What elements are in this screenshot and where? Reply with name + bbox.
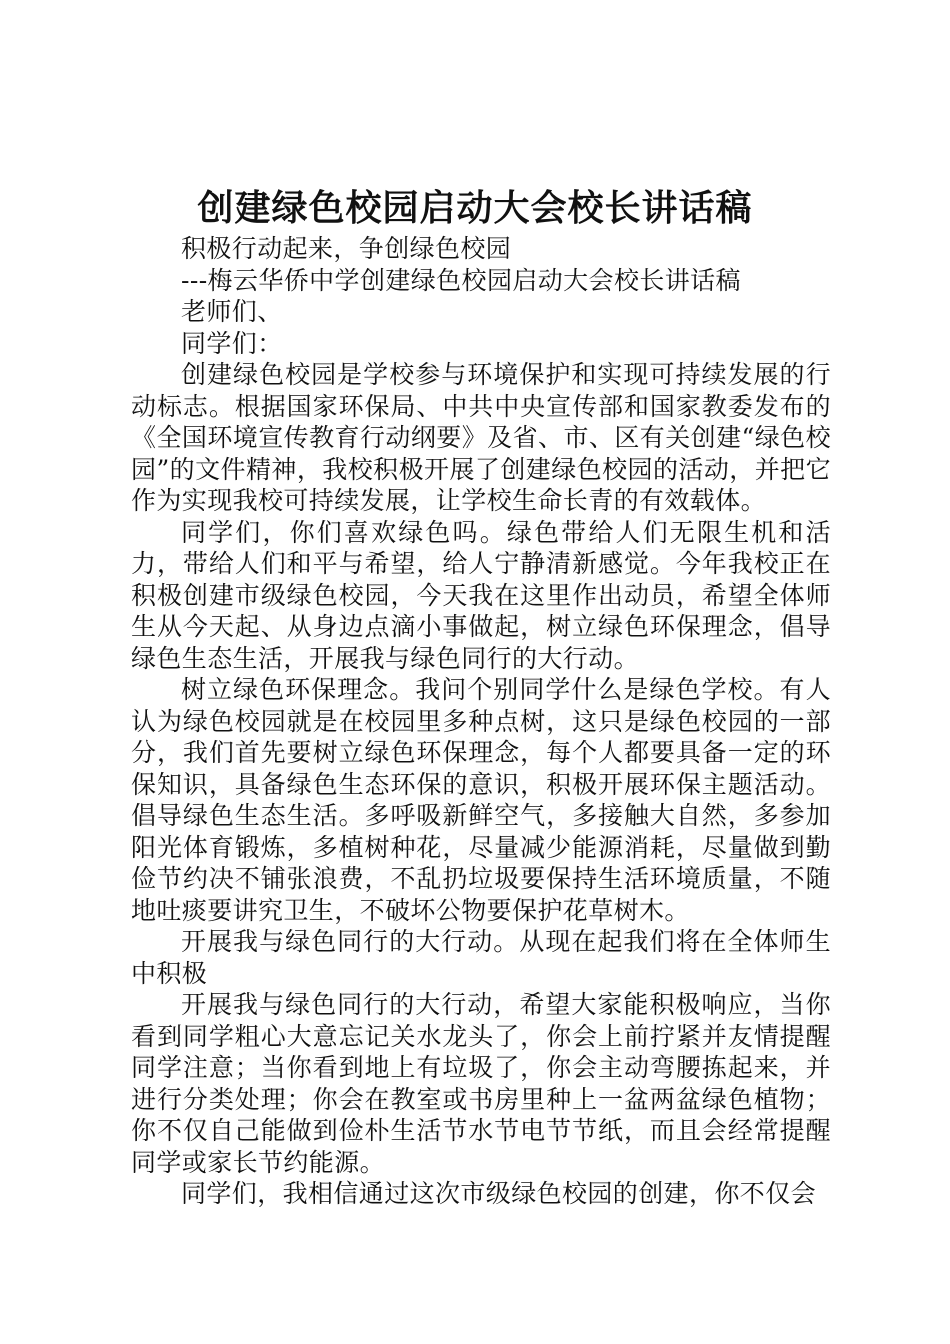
document-body <box>131 233 831 1210</box>
subtitle-line: 积极行动起来，争创绿色校园 <box>181 234 512 263</box>
salutation-students: 同学们： <box>181 328 283 358</box>
salutation-teachers: 老师们、 <box>181 297 283 326</box>
body-paragraph: 同学们，你们喜欢绿色吗。绿色带给人们无限生机和活力，带给人们和平与希望，给人宁静清新感觉。今年我校正在积极创建市级绿色校园，今天我在这里作出动员，希望全体师生从今天起、从身边点滴小事做起，树立绿色环保理念，倡导绿色生态生活，开展我与绿色同行的大行动。 <box>131 517 831 673</box>
author-line: ---梅云华侨中学创建绿色校园启动大会校长讲话稿 <box>181 265 741 295</box>
body-paragraph: 树立绿色环保理念。我问个别同学什么是绿色学校。有人认为绿色校园就是在校园里多种点树，这只是绿色校园的一部分，我们首先要树立绿色环保理念，每个人都要具备一定的环保知识，具备绿色生态环保的意识，积极开展环保主题活动。倡导绿色生态生活。多呼吸新鲜空气，多接触大自然，多参加阳光体育锻炼，多植树种花，尽量减少能源消耗，尽量做到勤俭节约决不铺张浪费，不乱扔垃圾要保持生活环境质量，不随地吐痰要讲究卫生，不破坏公物要保护花草树木。 <box>131 675 831 925</box>
body-paragraph: 开展我与绿色同行的大行动，希望大家能积极响应，当你看到同学粗心大意忘记关水龙头了，你会上前拧紧并友情提醒同学注意；当你看到地上有垃圾了，你会主动弯腰拣起来，并进行分类处理；你会在教室或书房里种上一盆两盆绿色植物；你不仅自己能做到俭朴生活节水节电节节纸，而且会经常提醒同学或家长节约能源。 <box>131 990 831 1177</box>
body-paragraph: 创建绿色校园是学校参与环境保护和实现可持续发展的行动标志。根据国家环保局、中共中央宣传部和国家教委发布的《全国环境宣传教育行动纲要》及省、市、区有关创建“绿色校园”的文件精神，我校积极开展了创建绿色校园的活动，并把它作为实现我校可持续发展，让学校生命长青的有效载体。 <box>131 360 831 515</box>
body-paragraph: 同学们，我相信通过这次市级绿色校园的创建，你不仅会 <box>181 1179 817 1208</box>
document-title: 创建绿色校园启动大会校长讲话稿 <box>197 188 753 229</box>
body-paragraph: 开展我与绿色同行的大行动。从现在起我们将在全体师生中积极 <box>131 927 831 988</box>
